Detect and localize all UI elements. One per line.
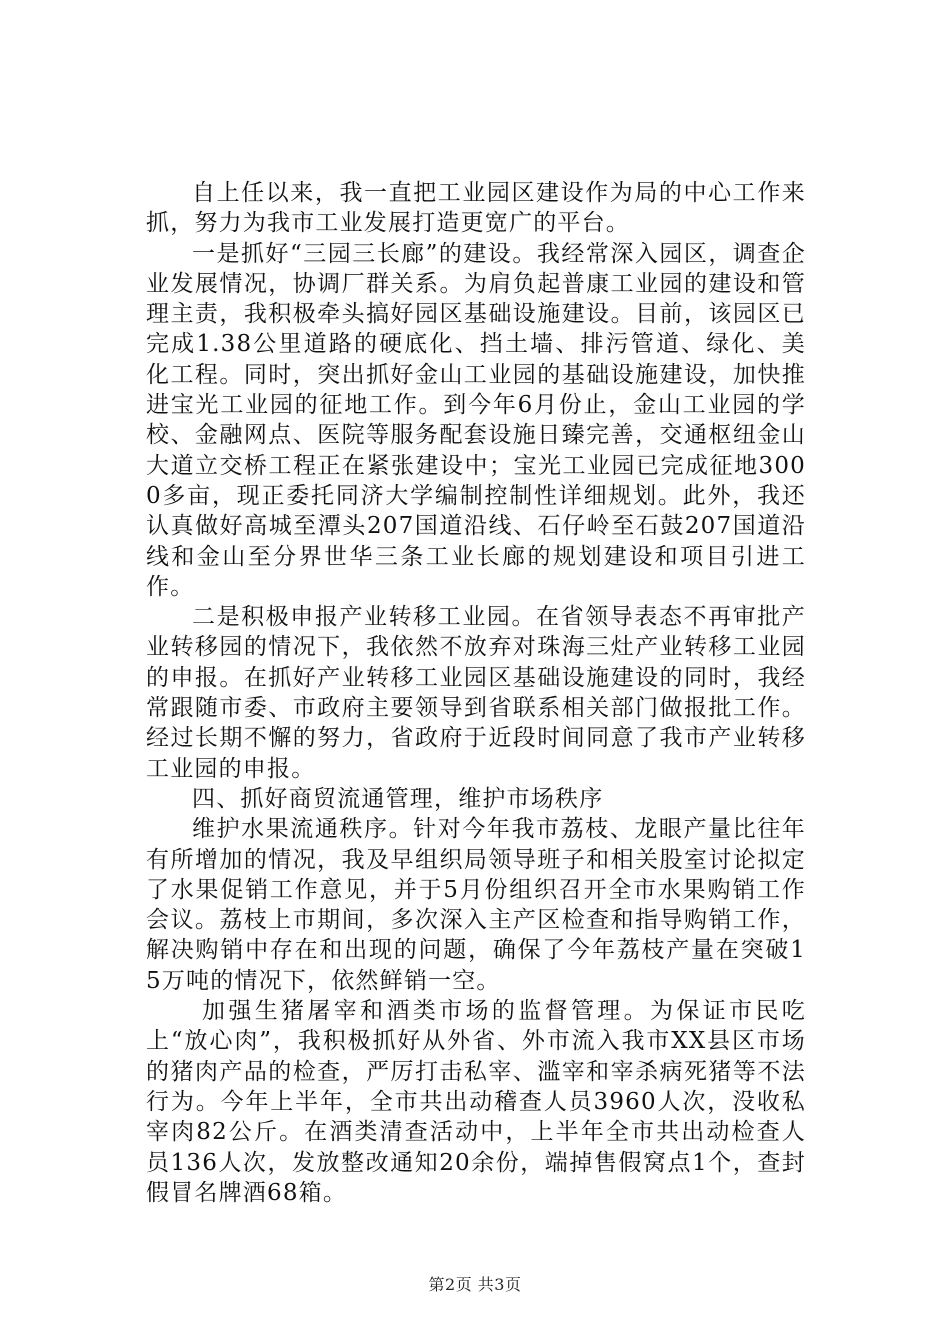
paragraph-fruit-circulation: 维护水果流通秩序。针对今年我市荔枝、龙眼产量比往年有所增加的情况，我及早组织局领导班子和相关股室讨论拟定了水果促销工作意见，并于5月份组织召开全市水果购销工作会议。荔枝上市期间，多次深入主产区检查和指导购销工作，解决购销中存在和出现的问题，确保了今年荔枝产量在突破15万吨的情况下，依然鲜销一空。 xyxy=(146,816,806,994)
paragraph-industrial-transfer: 二是积极申报产业转移工业园。在省领导表态不再审批产业转移园的情况下，我依然不放弃对珠海三灶产业转移工业园的申报。在抓好产业转移工业园区基础设施建设的同时，我经常跟随市委、市政府主要领导到省联系相关部门做报批工作。经过长期不懈的努力，省政府于近段时间同意了我市产业转移工业园的申报。 xyxy=(146,604,806,782)
document-body xyxy=(146,178,806,1208)
page-number-footer: 第2页 共3页 xyxy=(428,1275,522,1294)
section-heading-commerce: 四、抓好商贸流通管理，维护市场秩序 xyxy=(192,785,604,812)
paragraph-meat-liquor-supervision: 加强生猪屠宰和酒类市场的监督管理。为保证市民吃上“放心肉”，我积极抓好从外省、外市流入我市XX县区市场的猪肉产品的检查，严厉打击私宰、滥宰和宰杀病死猪等不法行为。今年上半年，全市共出动稽查人员3960人次，没收私宰肉82公斤。在酒类清查活动中，上半年全市共出动检查人员136人次，发放整改通知20余份，端掉售假窝点1个，查封假冒名牌酒68箱。 xyxy=(146,998,806,1206)
paragraph-three-parks: 一是抓好“三园三长廊”的建设。我经常深入园区，调查企业发展情况，协调厂群关系。为肩负起普康工业园的建设和管理主责，我积极牵头搞好园区基础设施建设。目前，该园区已完成1.38公里道路的硬底化、挡土墙、排污管道、绿化、美化工程。同时，突出抓好金山工业园的基础设施建设，加快推进宝光工业园的征地工作。到今年6月份止，金山工业园的学校、金融网点、医院等服务配套设施日臻完善，交通枢纽金山大道立交桥工程正在紧张建设中；宝光工业园已完成征地3000多亩，现正委托同济大学编制控制性详细规划。此外，我还认真做好高城至潭头207国道沿线、石仔岭至石鼓207国道沿线和金山至分界世华三条工业长廊的规划建设和项目引进工作。 xyxy=(146,240,806,600)
paragraph-intro: 自上任以来，我一直把工业园区建设作为局的中心工作来抓，努力为我市工业发展打造更宽广的平台。 xyxy=(146,180,806,237)
